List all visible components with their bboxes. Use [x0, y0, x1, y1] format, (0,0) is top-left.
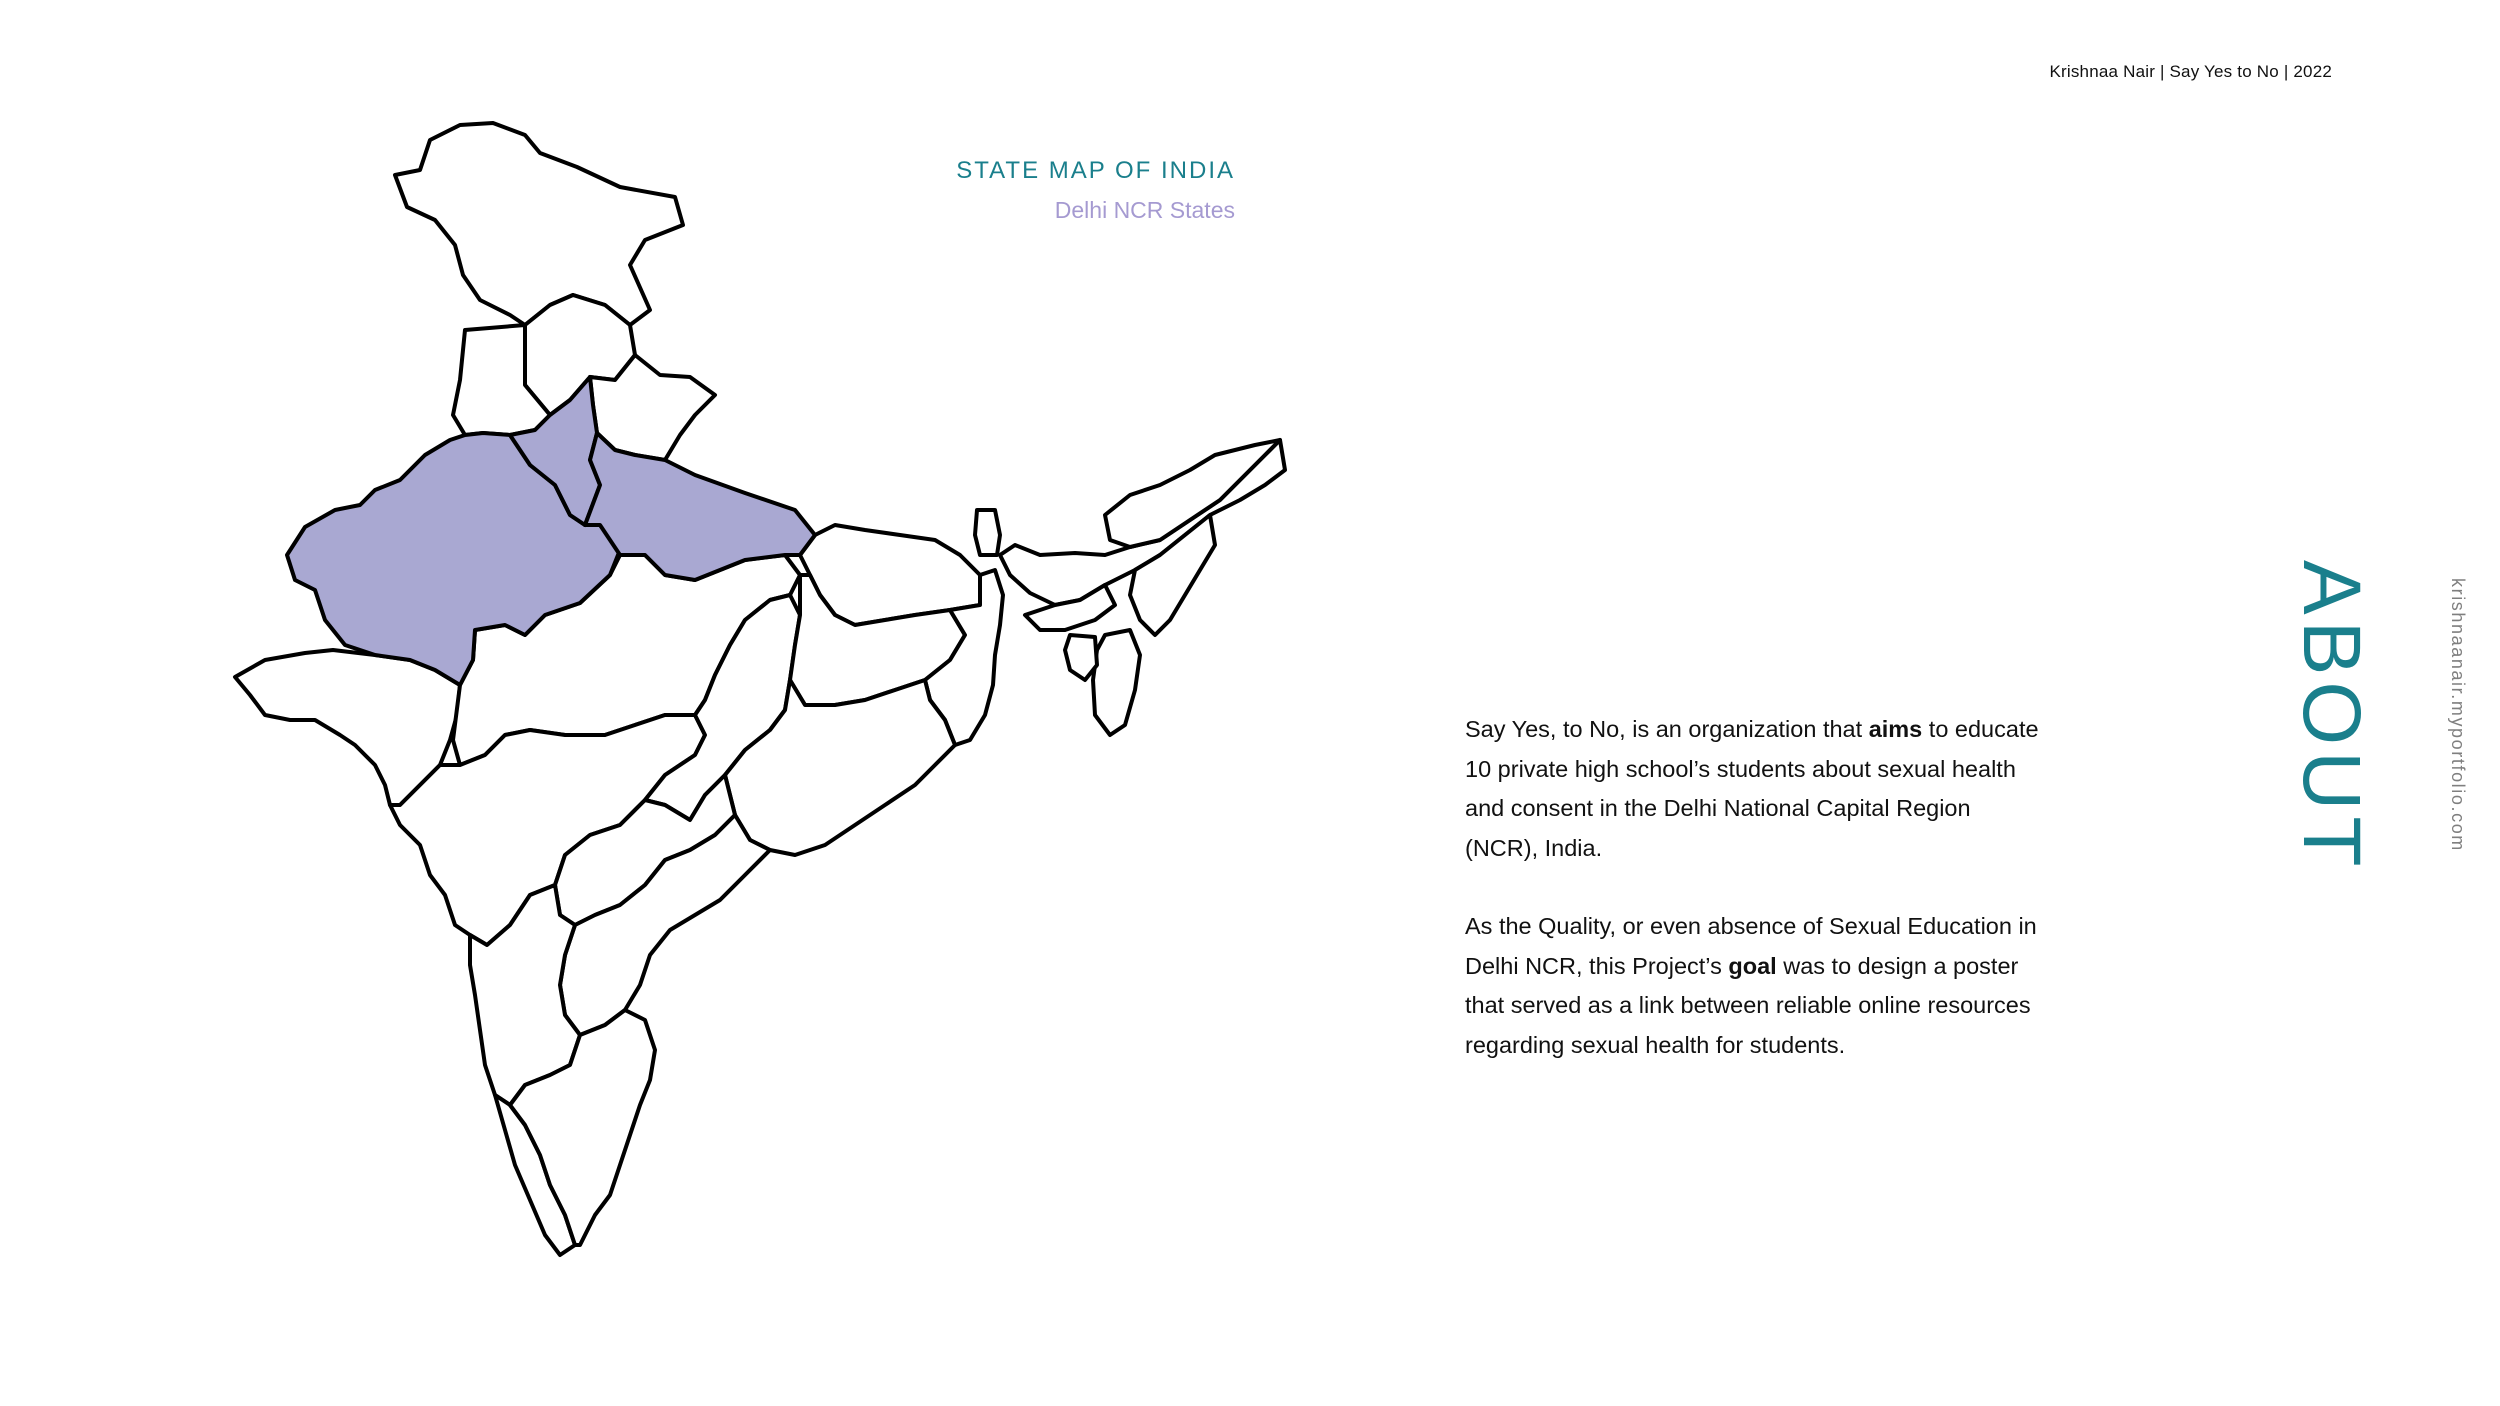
portfolio-url: krishnaanair.myportfolio.com	[2448, 578, 2468, 852]
about-paragraph-1	[1465, 710, 2045, 868]
map-title: STATE MAP OF INDIA	[956, 157, 1235, 184]
about-p1-text-a: Say Yes, to No, is an organization that	[1465, 716, 1869, 742]
india-state-map	[225, 115, 1335, 1275]
region-jammu-kashmir	[395, 123, 683, 325]
region-sikkim	[975, 510, 1000, 555]
about-p1-text-b: to educate 10 private high school’s students about sexual health and consent in the Delhi National Capital Region (NCR), India.	[1465, 716, 2039, 861]
region-mizoram	[1093, 630, 1140, 735]
map-subtitle: Delhi NCR States	[1054, 197, 1235, 223]
about-p2-text-a: As the Quality, or even absence of Sexual Education in Delhi NCR, this Project’s	[1465, 913, 2037, 979]
about-p1-bold: aims	[1868, 716, 1923, 742]
about-p2-text-b: was to design a poster that served as a link between reliable online resources regarding sexual health for students.	[1465, 952, 2031, 1058]
header-meta: Krishnaa Nair | Say Yes to No | 2022	[2049, 62, 2332, 81]
india-map-svg	[225, 115, 1335, 1275]
region-tripura	[1065, 635, 1097, 680]
about-paragraph-2	[1465, 907, 2045, 1065]
about-text	[1465, 710, 2045, 1104]
about-p2-bold: goal	[1728, 952, 1777, 979]
about-heading: ABOUT	[2286, 560, 2377, 873]
